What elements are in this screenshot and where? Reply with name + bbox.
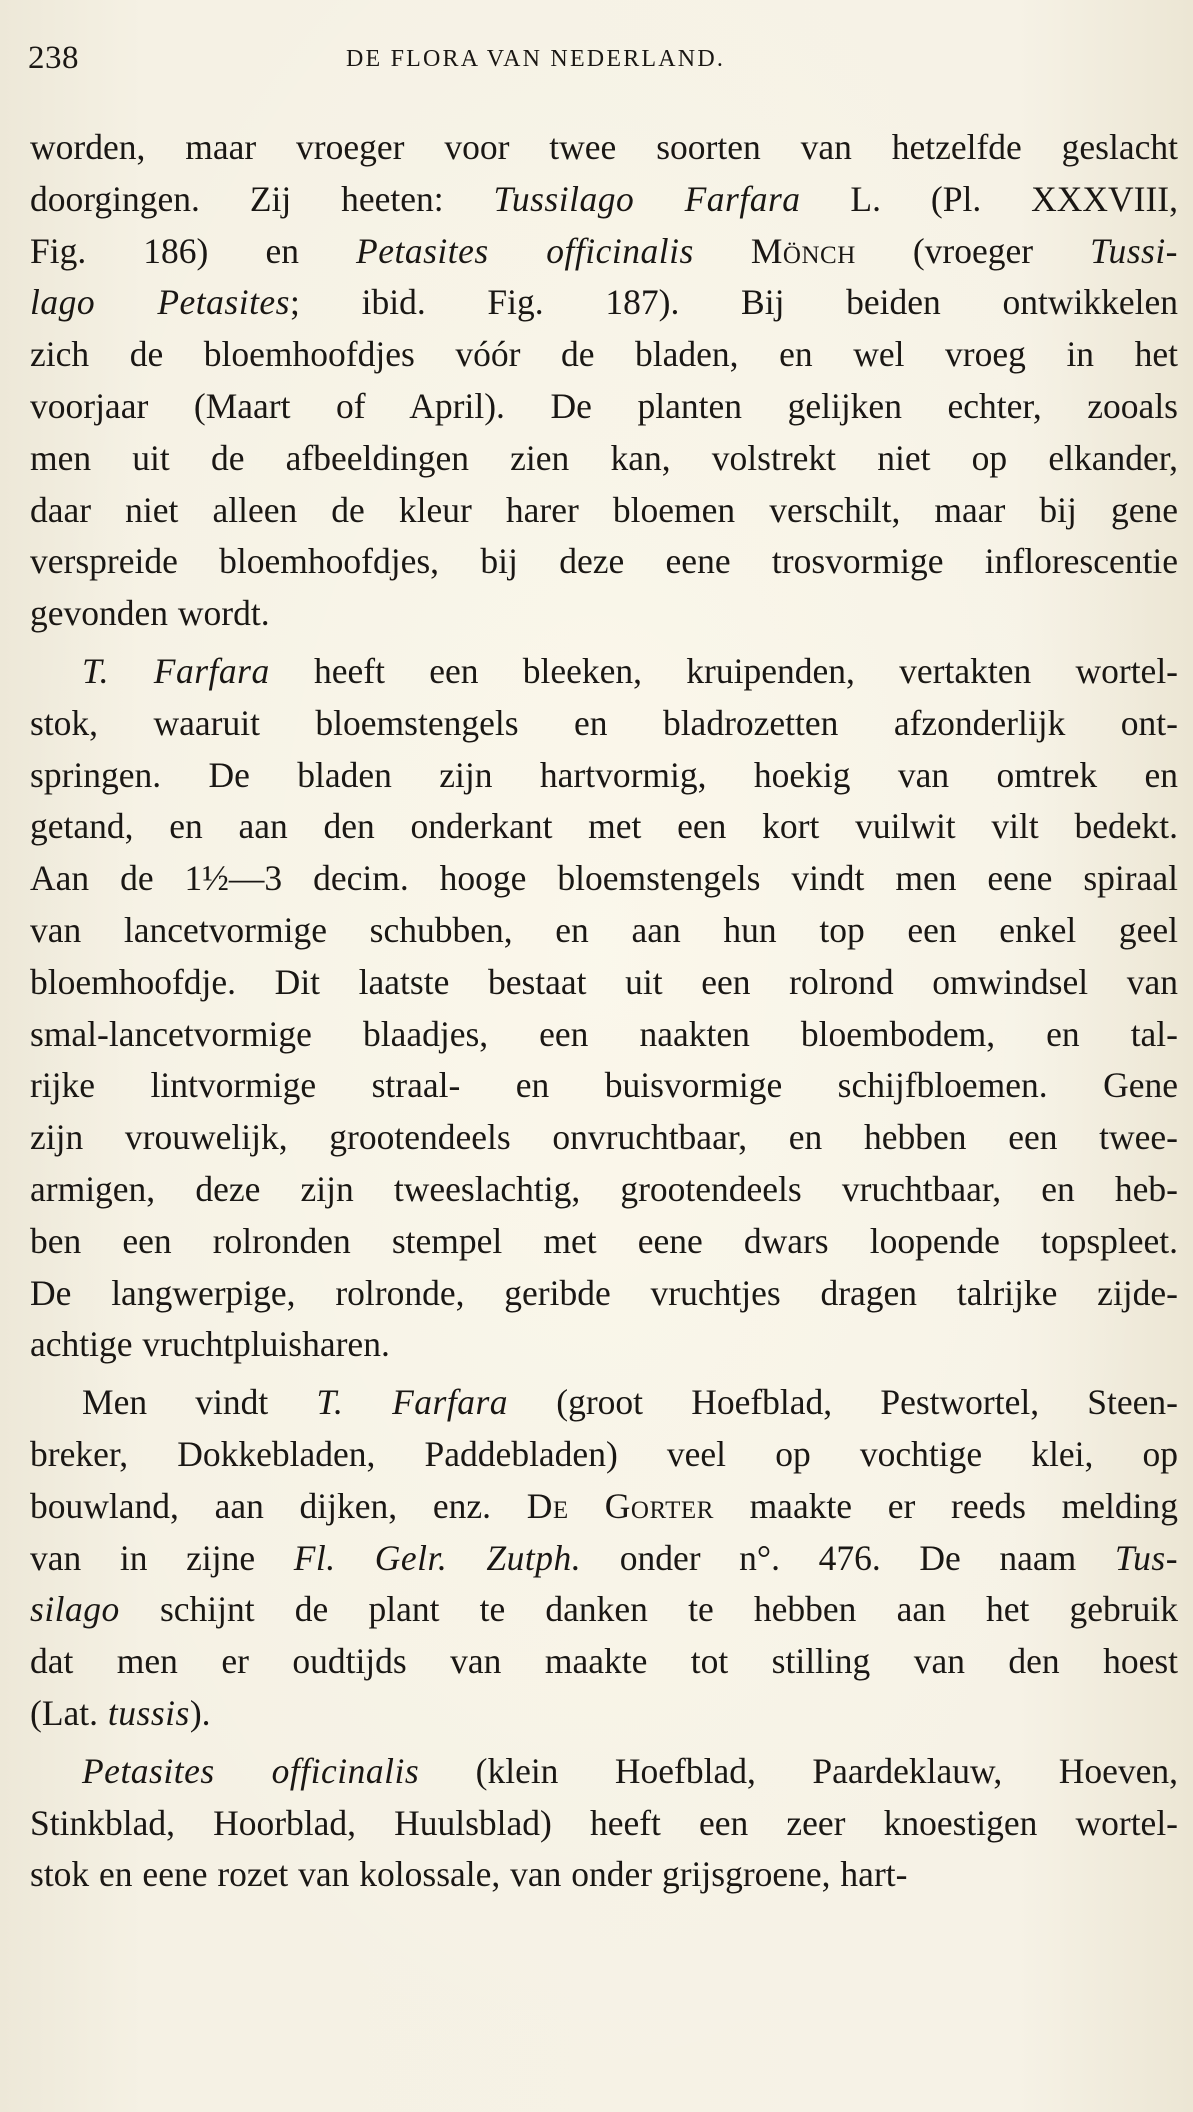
text-run: (groot Hoefblad, Pestwortel, Steen- xyxy=(508,1382,1178,1423)
text-run: ; ibid. Fig. 187). Bij beiden ontwikkelen xyxy=(290,282,1179,323)
text-line xyxy=(30,329,1178,381)
paragraph xyxy=(30,1377,1178,1740)
text-run: daar niet alleen de kleur harer bloemen verschilt, maar bij gene xyxy=(30,489,1178,530)
text-run: voorjaar (Maart of April). De planten gelijken echter, zooals xyxy=(30,385,1178,426)
text-run: bouwland, aan dijken, enz. xyxy=(30,1485,527,1526)
text-line xyxy=(30,1377,1178,1429)
text-line xyxy=(30,485,1178,537)
text-run: gevonden wordt. xyxy=(30,593,270,634)
text-line xyxy=(30,1268,1178,1320)
text-line xyxy=(30,957,1178,1009)
text-run: achtige vruchtpluisharen. xyxy=(30,1324,390,1365)
text-line xyxy=(30,1319,1178,1371)
text-line xyxy=(30,588,1178,640)
text-run: van in zijne xyxy=(30,1537,294,1578)
italic-term: lago Petasites xyxy=(30,282,291,323)
text-run: breker, Dokkebladen, Paddebladen) veel op vochtige klei, op xyxy=(30,1433,1178,1474)
paragraph xyxy=(30,646,1178,1371)
text-run: Stinkblad, Hoorblad, Huulsblad) heeft een zeer knoestigen wortel- xyxy=(30,1802,1178,1843)
italic-term: T. Farfara xyxy=(82,650,270,691)
text-run: stok, waaruit bloemstengels en bladrozetten afzonderlijk ont- xyxy=(30,702,1178,743)
text-line xyxy=(30,698,1178,750)
text-line xyxy=(30,1533,1178,1585)
text-run: doorgingen. Zij heeten: xyxy=(30,178,494,219)
text-run: men uit de afbeeldingen zien kan, volstrekt niet op elkander, xyxy=(30,437,1178,478)
text-line xyxy=(30,1164,1178,1216)
italic-term: Tus- xyxy=(1114,1537,1179,1578)
italic-term: Petasites officinalis xyxy=(356,230,694,271)
text-run: maakte er reeds melding xyxy=(713,1485,1178,1526)
text-line xyxy=(30,1798,1178,1850)
text-run: bloemhoofdje. Dit laatste bestaat uit een rolrond omwindsel van xyxy=(30,961,1178,1002)
text-line xyxy=(30,853,1178,905)
text-run: onder n°. 476. De naam xyxy=(581,1537,1115,1578)
text-run: van lancetvormige schubben, en aan hun top een enkel geel xyxy=(30,909,1178,950)
text-line xyxy=(30,277,1178,329)
text-run: verspreide bloemhoofdjes, bij deze eene trosvormige inflorescentie xyxy=(30,541,1178,582)
text-line xyxy=(30,381,1178,433)
text-line xyxy=(30,1112,1178,1164)
text-line xyxy=(30,226,1178,278)
text-line xyxy=(30,1849,1178,1901)
text-line xyxy=(30,1216,1178,1268)
text-run: zijn vrouwelijk, grootendeels onvruchtbaar, en hebben een twee- xyxy=(30,1117,1178,1158)
text-run: stok en eene rozet van kolossale, van onder grijsgroene, hart- xyxy=(30,1854,908,1895)
text-run: smal-lancetvormige blaadjes, een naakten bloembodem, en tal- xyxy=(30,1013,1178,1054)
text-line xyxy=(30,174,1178,226)
text-run: Aan de 1½—3 decim. hooge bloemstengels vindt men eene spiraal xyxy=(30,858,1178,899)
text-run xyxy=(694,231,751,271)
text-line xyxy=(30,1636,1178,1688)
italic-term: tussis xyxy=(107,1692,190,1733)
text-line xyxy=(30,1009,1178,1061)
text-line xyxy=(30,646,1178,698)
text-run: armigen, deze zijn tweeslachtig, grootendeels vruchtbaar, en heb- xyxy=(30,1168,1178,1209)
italic-term: Tussi- xyxy=(1090,230,1179,271)
text-run: rijke lintvormige straal- en buisvormige schijfbloemen. Gene xyxy=(30,1065,1178,1106)
text-run: Men vindt xyxy=(82,1382,317,1423)
text-run: Fig. 186) en xyxy=(30,230,357,271)
text-run: springen. De bladen zijn hartvormig, hoekig van omtrek en xyxy=(30,754,1178,795)
text-line xyxy=(30,433,1178,485)
text-line xyxy=(30,801,1178,853)
text-run: worden, maar vroeger voor twee soorten van hetzelfde geslacht xyxy=(30,127,1178,167)
paragraph xyxy=(30,122,1178,640)
text-run: De langwerpige, rolronde, geribde vruchtjes dragen talrijke zijde- xyxy=(30,1272,1178,1313)
italic-term: Fl. Gelr. Zutph. xyxy=(293,1537,582,1578)
author-name: De Gorter xyxy=(526,1485,714,1526)
text-line xyxy=(30,1688,1178,1740)
body-text xyxy=(30,122,1178,1901)
italic-term: T. Farfara xyxy=(316,1382,509,1423)
text-run: (klein Hoefblad, Paardeklauw, Hoeven, xyxy=(419,1750,1179,1791)
text-run: heeft een bleeken, kruipenden, vertakten wortel- xyxy=(269,650,1179,691)
text-run: ben een rolronden stempel met eene dwars loopende topspleet. xyxy=(30,1220,1178,1261)
text-line xyxy=(30,1060,1178,1112)
italic-term: Petasites officinalis xyxy=(82,1750,420,1791)
text-run: L. (Pl. XXXVIII, xyxy=(800,178,1178,219)
text-run: zich de bloemhoofdjes vóór de bladen, en wel vroeg in het xyxy=(30,334,1178,375)
text-line xyxy=(30,905,1178,957)
text-run: (vroeger xyxy=(855,230,1091,271)
running-head xyxy=(28,36,1178,86)
italic-term: Tussilago Farfara xyxy=(493,178,801,219)
italic-term: silago xyxy=(30,1589,120,1630)
text-line xyxy=(30,1584,1178,1636)
text-run: getand, en aan den onderkant met een kort vuilwit vilt bedekt. xyxy=(30,806,1178,847)
text-line xyxy=(30,1429,1178,1481)
paragraph xyxy=(30,1746,1178,1901)
text-run: ). xyxy=(189,1692,211,1733)
text-line xyxy=(30,750,1178,802)
author-name: Mönch xyxy=(750,230,856,271)
text-line xyxy=(30,536,1178,588)
text-line xyxy=(30,1746,1178,1798)
text-line xyxy=(30,1481,1178,1533)
text-line xyxy=(30,122,1178,174)
running-title: DE FLORA VAN NEDERLAND. xyxy=(346,46,726,72)
page-number: 238 xyxy=(28,40,79,76)
text-run: schijnt de plant te danken te hebben aan het gebruik xyxy=(119,1589,1178,1630)
text-run: (Lat. xyxy=(30,1692,108,1733)
text-run: dat men er oudtijds van maakte tot stilling van den hoest xyxy=(30,1641,1178,1682)
